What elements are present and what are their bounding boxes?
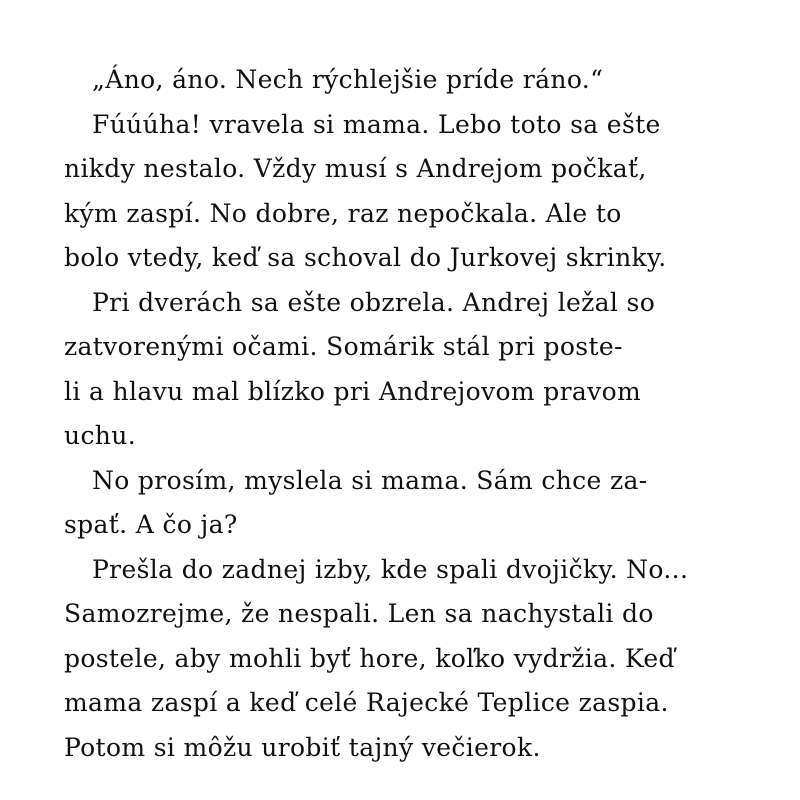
text-line: „Áno, áno. Nech rýchlejšie príde ráno.“ (92, 65, 604, 94)
text-line: postele, aby mohli byť hore, koľko vydržia. Keď (64, 643, 675, 673)
text-line: spať. A čo ja? (64, 510, 238, 539)
text-line: uchu. (64, 421, 137, 450)
text-line: nikdy nestalo. Vždy musí s Andrejom počkať, (64, 154, 647, 183)
text-line: No prosím, myslela si mama. Sám chce za- (92, 465, 648, 495)
text-line: kým zaspí. No dobre, raz nepočkala. Ale to (64, 198, 622, 228)
text-line: Prešla do zadnej izby, kde spali dvojičky. No... (92, 554, 689, 584)
text-line: mama zaspí a keď celé Rajecké Teplice zaspia. (64, 688, 669, 717)
text-line: Potom si môžu urobiť tajný večierok. (64, 732, 541, 762)
text-line: li a hlavu mal blízko pri Andrejovom pravom (64, 376, 642, 406)
text-line: Samozrejme, že nespali. Len sa nachystali do (64, 599, 654, 628)
text-line: bolo vtedy, keď sa schoval do Jurkovej skrinky. (64, 243, 667, 272)
story-text (64, 58, 744, 770)
text-line: zatvorenými očami. Somárik stál pri poste- (64, 332, 623, 361)
text-line: Fúúúha! vravela si mama. Lebo toto sa ešte (92, 109, 661, 139)
text-line: Pri dverách sa ešte obzrela. Andrej ležal so (92, 287, 656, 317)
